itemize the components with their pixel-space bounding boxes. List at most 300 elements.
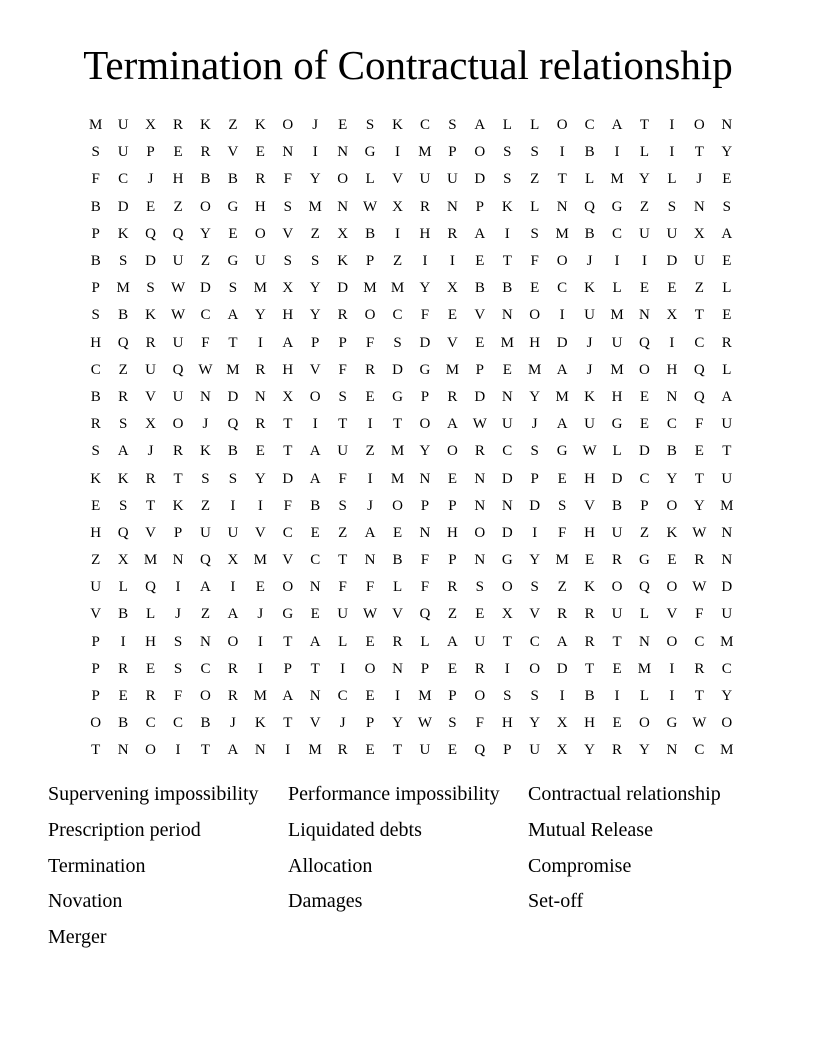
grid-letter: Q [693,361,705,378]
grid-letter: T [392,742,403,759]
grid-letter: O [90,715,102,732]
grid-letter: N [693,198,705,215]
grid-letter: T [283,443,293,460]
grid-row [82,601,742,628]
grid-letter: M [143,552,158,569]
grid-letter: E [475,334,485,351]
grid-row [82,166,742,193]
grid-letter: A [721,225,733,242]
grid-letter: O [529,660,541,677]
grid-letter: T [146,497,156,514]
grid-letter: S [503,688,512,705]
grid-letter: J [229,715,236,732]
grid-letter: U [117,144,129,161]
grid-letter: Q [145,579,157,596]
grid-letter: C [419,117,430,134]
grid-letter: M [253,688,268,705]
grid-letter: Z [639,524,650,541]
grid-letter: Z [200,606,211,623]
grid-letter: E [639,280,650,297]
grid-letter: X [282,388,294,405]
grid-letter: S [201,470,210,487]
grid-letter: V [309,715,321,732]
grid-letter: T [338,416,348,433]
grid-letter: J [696,171,703,188]
grid-row [82,656,742,683]
grid-letter: F [201,334,210,351]
grid-letter: Z [530,171,540,188]
grid-letter: M [500,334,514,351]
grid-letter: K [584,388,596,405]
grid-letter: X [392,198,403,215]
grid-letter: D [419,334,431,351]
grid-row [82,221,742,248]
grid-letter: H [172,171,184,188]
grid-letter: S [448,715,457,732]
grid-row [82,493,742,520]
grid-letter: R [584,606,595,623]
grid-letter: X [556,715,568,732]
grid-letter: K [145,307,157,324]
grid-letter: Y [419,280,431,297]
grid-letter: U [474,633,486,650]
grid-letter: P [420,660,430,677]
grid-letter: F [695,606,704,623]
grid-letter: B [227,443,238,460]
grid-letter: U [611,334,623,351]
grid-letter: Y [529,715,541,732]
grid-letter: G [666,715,678,732]
grid-letter: D [337,280,349,297]
grid-row [82,737,742,764]
grid-letter: R [447,388,458,405]
grid-letter: J [147,171,154,188]
grid-letter: P [91,225,100,242]
grid-letter: O [446,443,458,460]
grid-letter: X [501,606,513,623]
grid-letter: R [447,579,458,596]
grid-letter: R [173,443,184,460]
grid-letter: N [639,633,650,650]
grid-letter: R [227,660,238,677]
grid-letter: V [254,524,266,541]
grid-letter: J [586,361,593,378]
grid-letter: U [172,388,184,405]
grid-letter: L [420,633,430,650]
grid-letter: S [228,280,238,297]
grid-letter: N [419,524,431,541]
grid-letter: Q [693,388,705,405]
grid-letter: R [365,361,376,378]
grid-letter: O [556,253,568,270]
grid-letter: M [89,117,103,134]
grid-letter: P [420,388,430,405]
grid-letter: N [666,388,678,405]
word-list-item: Mutual Release [528,818,653,841]
grid-letter: C [337,688,348,705]
grid-letter: S [118,416,128,433]
grid-letter: R [255,361,266,378]
grid-letter: F [420,307,430,324]
grid-letter: B [666,443,677,460]
grid-letter: U [254,253,266,270]
grid-letter: B [200,715,211,732]
grid-letter: I [614,144,620,161]
grid-letter: T [283,715,293,732]
grid-letter: T [612,633,622,650]
grid-letter: L [392,579,403,596]
grid-letter: V [529,606,541,623]
grid-letter: K [172,497,184,514]
grid-letter: X [227,552,239,569]
grid-letter: N [721,117,733,134]
grid-letter: Y [392,715,403,732]
grid-letter: E [392,524,403,541]
grid-letter: N [501,388,513,405]
grid-letter: K [584,579,596,596]
grid-letter: N [666,742,678,759]
grid-letter: B [310,497,321,514]
grid-letter: P [448,497,457,514]
grid-letter: N [337,198,349,215]
grid-letter: O [529,307,541,324]
grid-letter: A [282,688,294,705]
grid-letter: V [584,497,596,514]
grid-letter: B [118,307,129,324]
grid-letter: D [639,443,650,460]
grid-letter: P [91,633,100,650]
grid-letter: Y [254,470,266,487]
grid-letter: T [91,742,101,759]
grid-letter: E [722,253,732,270]
grid-letter: F [695,416,704,433]
grid-letter: J [531,416,538,433]
grid-letter: H [254,198,266,215]
grid-letter: O [282,117,294,134]
grid-letter: S [557,497,567,514]
grid-letter: V [446,334,458,351]
grid-letter: X [693,225,705,242]
grid-letter: N [419,470,431,487]
grid-letter: Y [529,388,541,405]
grid-letter: H [529,334,541,351]
grid-letter: K [666,524,678,541]
grid-letter: I [395,688,401,705]
grid-letter: W [198,361,213,378]
grid-letter: P [173,524,183,541]
grid-letter: J [586,253,593,270]
grid-letter: G [556,443,568,460]
grid-letter: E [91,497,101,514]
grid-letter: A [446,633,458,650]
grid-letter: E [255,144,265,161]
grid-letter: S [91,307,100,324]
grid-letter: S [91,144,100,161]
grid-letter: A [227,606,239,623]
grid-letter: N [501,307,513,324]
grid-row [82,194,742,221]
grid-letter: M [610,361,624,378]
grid-letter: P [365,715,375,732]
grid-letter: A [556,361,568,378]
grid-letter: T [173,470,183,487]
page-title: Termination of Contractual relationship [83,42,733,88]
grid-letter: G [611,416,623,433]
grid-letter: U [337,443,349,460]
grid-letter: C [310,552,321,569]
grid-letter: P [530,470,539,487]
grid-letter: D [200,280,211,297]
grid-letter: O [419,416,431,433]
grid-letter: N [200,633,211,650]
grid-letter: I [669,688,675,705]
grid-letter: W [472,416,487,433]
grid-letter: V [474,307,486,324]
grid-letter: G [392,388,403,405]
grid-letter: B [90,253,101,270]
word-list-item: Novation [48,890,123,913]
grid-letter: R [694,552,705,569]
grid-letter: L [639,606,650,623]
grid-row [82,384,742,411]
grid-letter: O [611,579,623,596]
grid-letter: P [448,552,457,569]
word-list [48,780,768,959]
word-list-item: Termination [48,854,146,877]
grid-letter: B [200,171,211,188]
grid-letter: M [390,443,405,460]
grid-letter: U [611,606,623,623]
grid-letter: B [584,225,595,242]
grid-letter: N [200,388,211,405]
grid-letter: P [146,144,155,161]
grid-row [82,683,742,710]
grid-letter: R [721,334,732,351]
grid-letter: B [227,171,238,188]
grid-letter: S [146,280,155,297]
grid-letter: B [90,388,101,405]
grid-letter: W [692,715,707,732]
grid-letter: W [363,198,378,215]
grid-letter: X [145,416,157,433]
grid-letter: E [365,688,375,705]
grid-letter: S [365,117,375,134]
grid-letter: T [585,660,595,677]
grid-letter: Y [639,171,650,188]
grid-letter: L [612,443,622,460]
grid-letter: N [309,688,321,705]
grid-letter: X [117,552,129,569]
grid-letter: E [722,171,732,188]
grid-letter: I [559,307,565,324]
grid-letter: N [474,497,486,514]
grid-letter: Q [117,524,129,541]
grid-letter: E [173,144,183,161]
grid-letter: I [449,253,455,270]
grid-letter: R [255,171,266,188]
grid-row [82,112,742,139]
grid-letter: T [694,144,704,161]
grid-letter: G [419,361,431,378]
grid-row [82,139,742,166]
grid-letter: M [528,361,542,378]
grid-letter: P [338,334,347,351]
grid-letter: A [364,524,376,541]
grid-row [82,629,742,656]
grid-letter: R [694,660,705,677]
grid-letter: F [338,579,347,596]
grid-letter: K [254,117,266,134]
grid-letter: Z [200,253,211,270]
grid-letter: B [118,715,129,732]
grid-letter: I [312,416,318,433]
grid-letter: R [118,388,129,405]
grid-letter: F [365,334,375,351]
grid-letter: R [474,443,485,460]
grid-letter: H [584,470,596,487]
grid-letter: Y [584,742,596,759]
grid-letter: Y [309,280,321,297]
grid-letter: E [502,361,512,378]
grid-letter: V [145,524,157,541]
word-list-item: Set-off [528,890,584,913]
grid-letter: V [90,606,102,623]
grid-letter: R [255,416,266,433]
grid-letter: I [175,579,181,596]
grid-letter: P [503,742,512,759]
grid-letter: I [669,144,675,161]
grid-letter: D [392,361,403,378]
grid-letter: U [721,606,733,623]
grid-letter: M [226,361,240,378]
grid-letter: C [694,633,705,650]
grid-letter: V [145,388,157,405]
grid-letter: E [310,606,320,623]
grid-letter: I [559,688,565,705]
grid-letter: L [530,117,540,134]
grid-letter: F [283,171,292,188]
grid-row [82,330,742,357]
grid-letter: B [502,280,513,297]
grid-letter: O [254,225,266,242]
grid-letter: I [532,524,538,541]
grid-letter: S [475,579,485,596]
grid-letter: N [364,552,376,569]
grid-letter: Q [145,225,157,242]
grid-letter: P [640,497,649,514]
grid-letter: E [447,470,457,487]
grid-letter: M [720,497,734,514]
grid-letter: L [722,361,732,378]
grid-letter: E [475,606,485,623]
grid-letter: Z [228,117,238,134]
grid-letter: I [504,225,510,242]
grid-letter: O [364,660,376,677]
grid-letter: R [392,633,403,650]
grid-letter: O [639,715,650,732]
grid-letter: O [200,198,211,215]
grid-letter: B [90,198,101,215]
grid-letter: D [556,660,568,677]
grid-letter: F [420,579,430,596]
grid-letter: Q [117,334,129,351]
grid-letter: X [556,742,568,759]
grid-letter: L [365,171,375,188]
grid-letter: E [146,198,156,215]
grid-letter: S [530,688,539,705]
grid-letter: V [282,225,294,242]
word-list-item: Prescription period [48,818,201,841]
grid-letter: R [419,198,430,215]
grid-letter: O [639,361,650,378]
grid-letter: U [145,361,157,378]
grid-letter: Z [447,606,457,623]
grid-letter: J [202,416,209,433]
grid-letter: I [669,334,675,351]
grid-letter: D [474,388,486,405]
grid-letter: E [530,280,540,297]
grid-letter: R [474,660,485,677]
grid-letter: G [611,198,623,215]
grid-letter: W [692,524,707,541]
grid-letter: I [669,660,675,677]
grid-letter: A [309,443,321,460]
grid-letter: I [230,579,236,596]
grid-row [82,302,742,329]
grid-letter: I [285,742,291,759]
grid-letter: Q [419,606,431,623]
grid-row [82,438,742,465]
grid-letter: C [639,470,650,487]
grid-letter: P [311,334,320,351]
grid-letter: L [639,144,650,161]
grid-letter: Y [666,470,678,487]
grid-letter: R [337,307,348,324]
grid-letter: U [529,742,541,759]
grid-letter: Q [639,334,650,351]
grid-letter: U [337,606,349,623]
grid-letter: R [173,117,184,134]
grid-letter: A [611,117,623,134]
grid-letter: O [474,524,486,541]
grid-letter: N [474,552,486,569]
grid-letter: E [612,660,622,677]
grid-letter: O [666,633,678,650]
grid-letter: O [172,416,184,433]
grid-letter: B [584,144,595,161]
grid-letter: M [555,225,569,242]
grid-letter: Z [365,443,375,460]
grid-letter: U [200,524,211,541]
grid-letter: M [253,280,268,297]
grid-letter: F [530,253,539,270]
grid-letter: K [392,117,403,134]
grid-letter: E [255,443,265,460]
grid-letter: V [282,552,294,569]
grid-letter: W [692,579,707,596]
grid-letter: I [669,117,675,134]
grid-letter: O [501,579,513,596]
grid-letter: N [721,524,733,541]
grid-letter: V [666,606,678,623]
grid-letter: Z [557,579,567,596]
grid-letter: R [145,688,156,705]
grid-letter: H [282,361,294,378]
grid-letter: P [91,280,100,297]
grid-letter: E [475,253,485,270]
grid-letter: R [90,416,101,433]
grid-letter: K [117,225,129,242]
